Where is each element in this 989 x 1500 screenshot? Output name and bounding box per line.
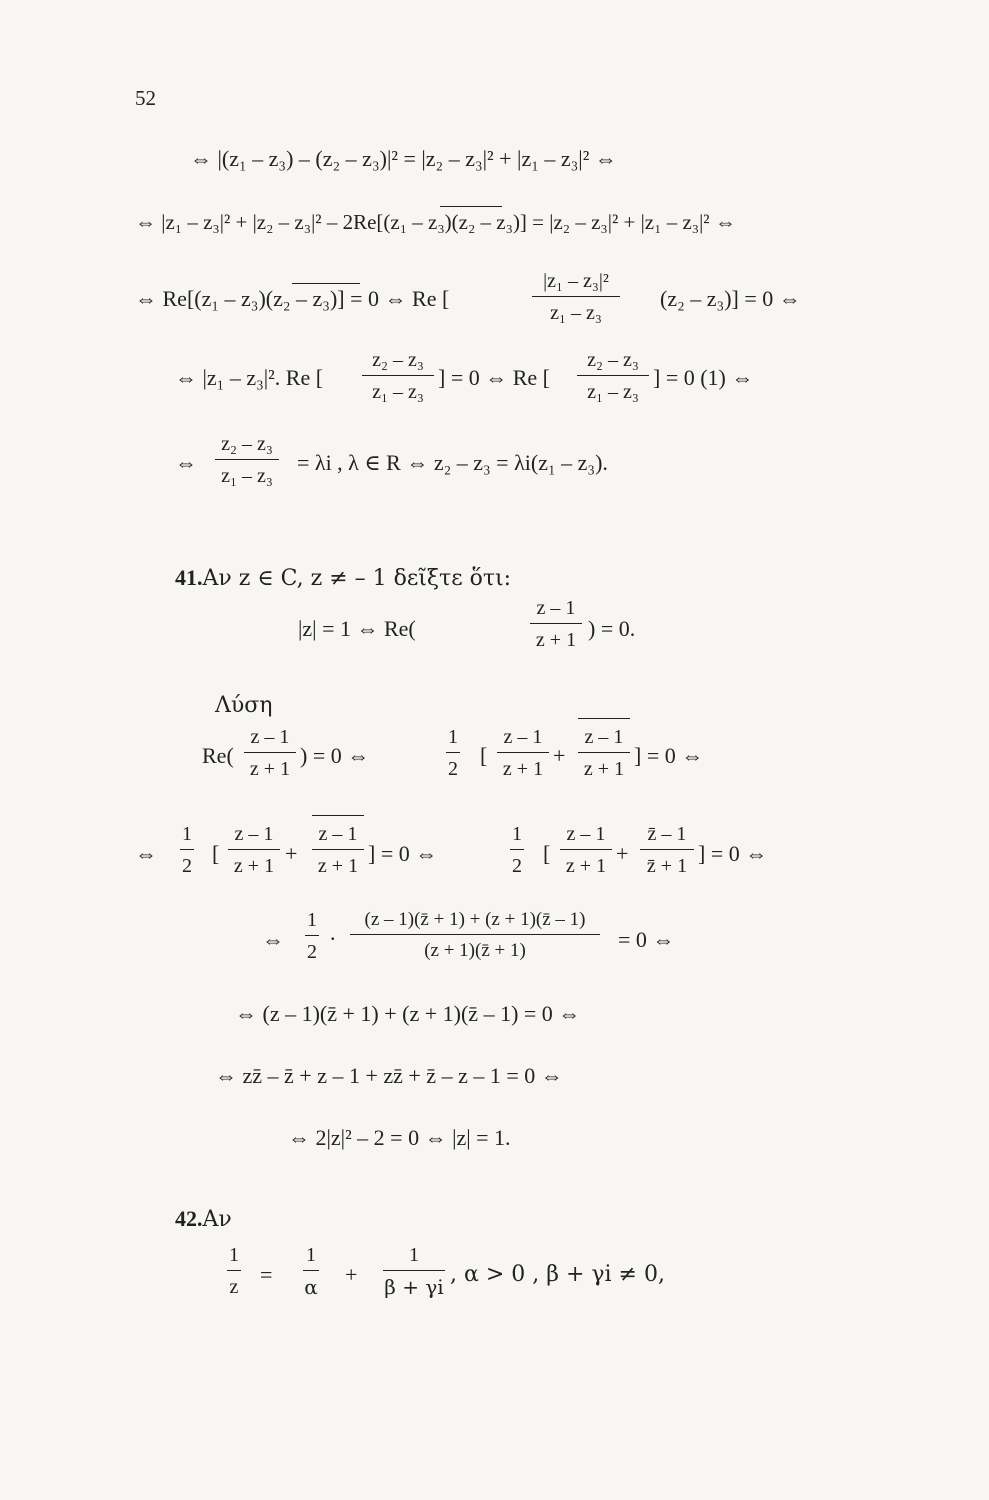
fraction-bar [446, 752, 460, 753]
fraction-bar [577, 375, 649, 376]
fraction-denominator: z̄ + 1 [646, 855, 688, 877]
fraction-bar [244, 752, 296, 753]
fraction-z-1-over-z+1 [497, 727, 549, 779]
multiplication-dot: . [330, 920, 336, 945]
fraction-bar [578, 752, 630, 753]
fraction-denominator: z + 1 [317, 855, 359, 877]
fraction-numerator: 1 [307, 909, 317, 931]
fraction-denominator: z + 1 [535, 629, 577, 651]
solution-line-2-middle: ] = 0 ⇔ [368, 841, 438, 866]
bracket-open: [ [480, 743, 488, 768]
solution-line-4: ⇔ (z – 1)(z̄ + 1) + (z + 1)(z̄ – 1) = 0 ⇔ [235, 1001, 581, 1026]
fraction-bar [560, 849, 612, 850]
fraction-z2-z3-over-z1-z3 [577, 350, 649, 402]
fraction-numerator: z – 1 [536, 597, 576, 619]
fraction-z-1-over-z+1-conjugate [578, 727, 630, 779]
fraction-numerator: |z₁ – z₃|² [543, 270, 609, 292]
fraction-numerator: 1 [182, 823, 192, 845]
equation-line-3-left: ⇔ Re[(z₁ – z₃)(z₂ – z₃)] = 0 ⇔ Re [ [135, 286, 450, 311]
plus-sign: + [285, 841, 298, 866]
fraction-bar [305, 935, 319, 936]
fraction-numerator: z – 1 [250, 726, 290, 748]
exercise-text: Αν z ∈ C, z ≠ – 1 δεῖξτε ὅτι: [202, 566, 512, 591]
fraction-denominator: z + 1 [502, 758, 544, 780]
equation-line-5-right: = λi , λ ∈ R ⇔ z₂ – z₃ = λi(z₁ – z₃). [297, 450, 608, 475]
fraction-z2-z3-over-z1-z3 [215, 434, 279, 486]
fraction-bar [383, 1270, 445, 1271]
fraction-numerator: z – 1 [318, 823, 358, 845]
fraction-bar [312, 849, 364, 850]
fraction-numerator: z₂ – z₃ [221, 433, 273, 455]
fraction-denominator: z₁ – z₃ [550, 302, 602, 324]
fraction-denominator: 2 [182, 855, 192, 877]
equals-sign: = [260, 1262, 273, 1287]
plus-sign: + [345, 1262, 358, 1287]
fraction-denominator: z [229, 1276, 239, 1298]
exercise-number: 42. [175, 1206, 203, 1231]
exercise-number: 41. [175, 565, 203, 590]
equation-line-1: ⇔ |(z₁ – z₃) – (z₂ – z₃)|² = |z₂ – z₃|² + |z₁ – z₃|² ⇔ [190, 146, 617, 171]
fraction-numerator: z₂ – z₃ [372, 349, 424, 371]
fraction-denominator: 2 [512, 855, 522, 877]
exercise-41-equation-right: ) = 0. [588, 616, 636, 641]
bracket-open: [ [212, 841, 220, 866]
equation-line-5-arrow: ⇔ [175, 450, 197, 475]
fraction-bar [180, 849, 194, 850]
fraction-one-over-alpha [303, 1245, 319, 1297]
fraction-one-over-z [227, 1245, 241, 1297]
fraction-numerator: 1 [448, 726, 458, 748]
conjugate-bar [578, 718, 630, 719]
fraction-bar [497, 752, 549, 753]
fraction-denominator: (z + 1)(z̄ + 1) [424, 940, 526, 961]
fraction-numerator: z – 1 [503, 726, 543, 748]
fraction-one-half [180, 824, 194, 876]
fraction-conj-z-1-over-conj-z+1 [640, 824, 694, 876]
equation-line-2: ⇔ |z₁ – z₃|² + |z₂ – z₃|² – 2Re[(z₁ – z₃)(z₂ – z₃)] = |z₂ – z₃|² + |z₁ – z₃|² ⇔ [135, 210, 736, 234]
fraction-z-1-over-z+1-conjugate [312, 824, 364, 876]
fraction-denominator: 2 [448, 758, 458, 780]
fraction-numerator: 1 [512, 823, 522, 845]
fraction-one-half [446, 727, 460, 779]
fraction-combined [350, 910, 600, 960]
solution-line-2-end: ] = 0 ⇔ [698, 841, 768, 866]
fraction-bar [530, 623, 582, 624]
fraction-bar [532, 296, 620, 297]
fraction-bar [510, 849, 524, 850]
solution-line-1-eq: ) = 0 ⇔ [300, 743, 370, 768]
fraction-z-1-over-z+1 [530, 598, 582, 650]
fraction-denominator: β + γi [384, 1275, 444, 1299]
conjugate-bar [440, 206, 502, 207]
solution-line-1-re: Re( [202, 743, 234, 768]
fraction-modulus-squared [532, 271, 620, 323]
solution-heading: Λύση [215, 693, 273, 718]
fraction-denominator: 2 [307, 941, 317, 963]
exercise-42-statement [175, 1208, 232, 1231]
fraction-one-half [510, 824, 524, 876]
fraction-denominator: z + 1 [583, 758, 625, 780]
conjugate-bar [292, 283, 360, 284]
exercise-41-statement [175, 567, 511, 590]
bracket-open: [ [543, 841, 551, 866]
fraction-numerator: z̄ – 1 [647, 823, 687, 845]
fraction-numerator: z – 1 [234, 823, 274, 845]
fraction-denominator: z₁ – z₃ [372, 381, 424, 403]
equation-line-4-right: ] = 0 (1) ⇔ [653, 365, 754, 390]
fraction-denominator: z₁ – z₃ [221, 465, 273, 487]
fraction-bar [350, 934, 600, 935]
fraction-denominator: z + 1 [233, 855, 275, 877]
fraction-denominator: z₁ – z₃ [587, 381, 639, 403]
fraction-numerator: z₂ – z₃ [587, 349, 639, 371]
fraction-one-half [305, 910, 319, 962]
fraction-numerator: z – 1 [584, 726, 624, 748]
equation-line-4-middle: ] = 0 ⇔ Re [ [438, 365, 550, 390]
fraction-z2-z3-over-z1-z3 [362, 350, 434, 402]
plus-sign: + [616, 841, 629, 866]
conjugate-bar [312, 815, 364, 816]
fraction-bar [362, 375, 434, 376]
fraction-numerator: (z – 1)(z̄ + 1) + (z + 1)(z̄ – 1) [364, 909, 586, 930]
fraction-bar [303, 1270, 319, 1271]
exercise-41-equation-left: |z| = 1 ⇔ Re( [298, 616, 416, 641]
fraction-z-1-over-z+1 [560, 824, 612, 876]
fraction-z-1-over-z+1 [244, 727, 296, 779]
solution-line-2-arrow: ⇔ [135, 841, 157, 866]
fraction-bar [228, 849, 280, 850]
solution-line-6: ⇔ 2|z|² – 2 = 0 ⇔ |z| = 1. [288, 1125, 511, 1150]
exercise-42-condition: , α > 0 , β + γi ≠ 0, [450, 1262, 665, 1287]
fraction-z-1-over-z+1 [228, 824, 280, 876]
exercise-text: Αν [202, 1207, 232, 1232]
solution-line-3-arrow: ⇔ [262, 927, 284, 952]
fraction-denominator: α [304, 1275, 318, 1299]
plus-sign: + [553, 743, 566, 768]
solution-line-5: ⇔ zz̄ – z̄ + z – 1 + zz̄ + z̄ – z – 1 = 0 ⇔ [215, 1063, 563, 1088]
fraction-bar [227, 1270, 241, 1271]
fraction-denominator: z + 1 [565, 855, 607, 877]
equation-line-3-right: (z₂ – z₃)] = 0 ⇔ [660, 286, 801, 311]
fraction-numerator: z – 1 [566, 823, 606, 845]
fraction-bar [215, 459, 279, 460]
fraction-numerator: 1 [409, 1244, 419, 1266]
equation-line-4-left: ⇔ |z₁ – z₃|². Re [ [175, 365, 324, 390]
solution-line-3-end: = 0 ⇔ [618, 927, 675, 952]
fraction-bar [640, 849, 694, 850]
solution-line-1-end: ] = 0 ⇔ [634, 743, 704, 768]
fraction-numerator: 1 [306, 1244, 316, 1266]
fraction-numerator: 1 [229, 1244, 239, 1266]
fraction-one-over-beta-gamma-i [383, 1245, 445, 1297]
page-number: 52 [135, 86, 156, 110]
fraction-denominator: z + 1 [249, 758, 291, 780]
